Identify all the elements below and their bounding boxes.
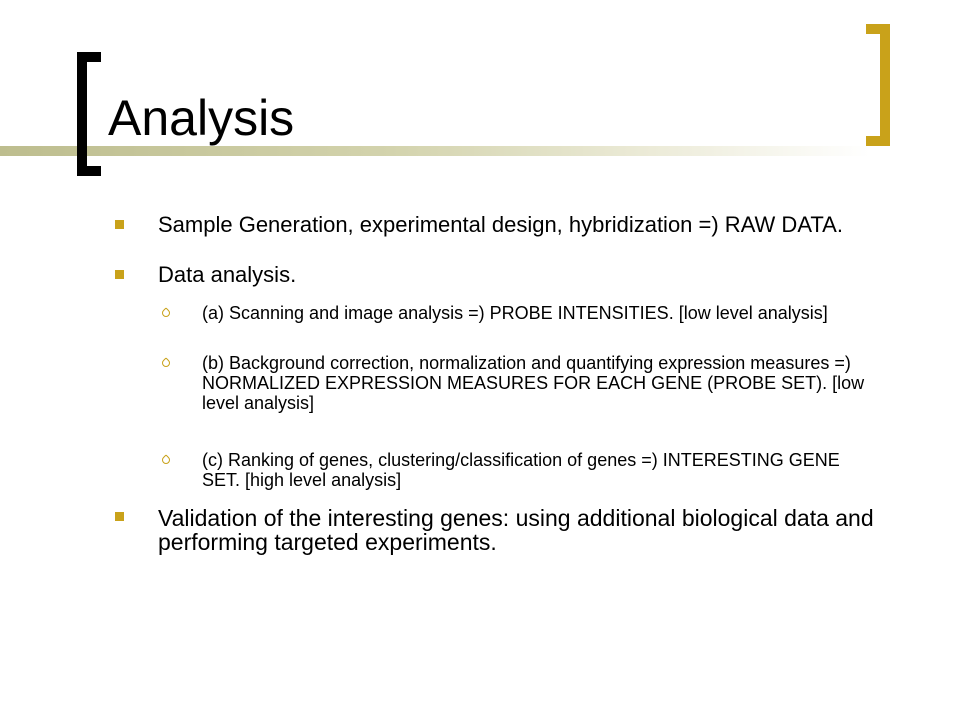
square-bullet-icon — [115, 270, 124, 279]
bullet-text: Data analysis. — [158, 262, 297, 287]
bullet-item — [158, 506, 878, 554]
sub-bullet-text: (a) Scanning and image analysis =) PROBE INTENSITIES. [low level analysis] — [202, 303, 828, 323]
leaf-bullet-icon — [160, 307, 171, 318]
sub-bullet-item — [202, 353, 882, 413]
sub-bullet-text: (c) Ranking of genes, clustering/classification of genes =) INTERESTING GENE SET. [high level analysis] — [202, 450, 840, 490]
square-bullet-icon — [115, 220, 124, 229]
sub-bullet-item — [202, 303, 882, 323]
square-bullet-icon — [115, 512, 124, 521]
bullet-item — [158, 214, 878, 236]
sub-bullet-item — [202, 450, 882, 490]
leaf-bullet-icon — [160, 454, 171, 465]
bullet-item — [158, 264, 878, 286]
bullet-text: Validation of the interesting genes: using additional biological data and performing targeted experiments. — [158, 505, 874, 555]
bullet-text: Sample Generation, experimental design, hybridization =) RAW DATA. — [158, 212, 843, 237]
sub-bullet-text: (b) Background correction, normalization and quantifying expression measures =) NORMALIZED EXPRESSION MEASURES FOR EACH GENE (PROBE SET). [low level analysis] — [202, 353, 865, 413]
slide-title: Analysis — [108, 90, 295, 146]
leaf-bullet-icon — [160, 357, 171, 368]
